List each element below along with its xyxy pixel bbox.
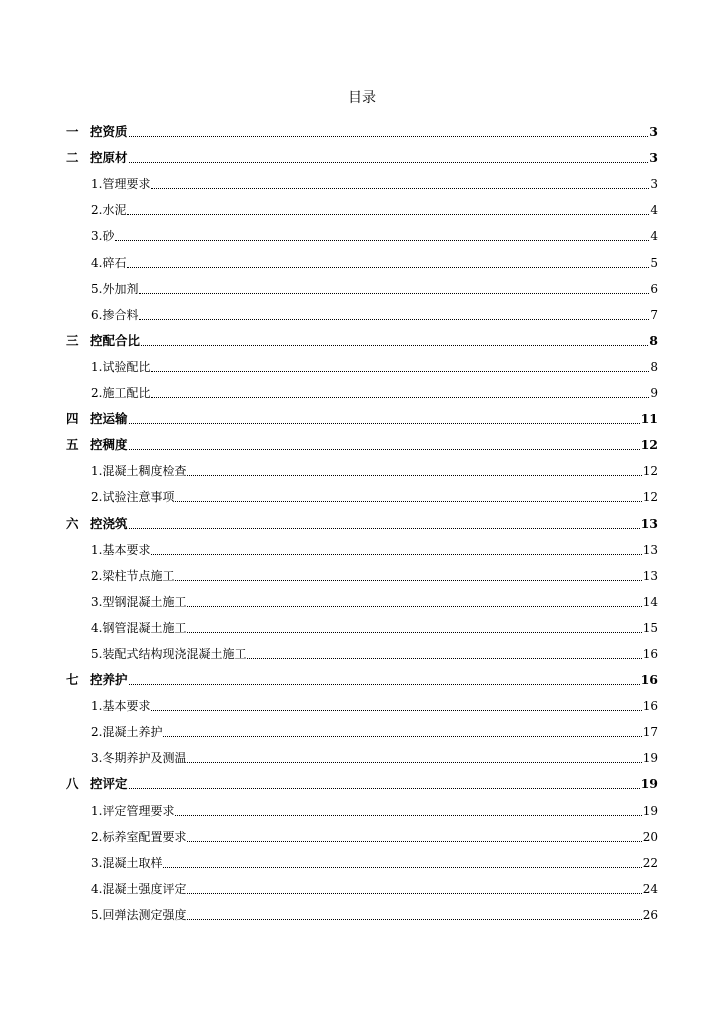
toc-section-entry[interactable] <box>66 897 658 923</box>
toc-entry-number: 1. <box>91 699 103 714</box>
toc-page-number: 16 <box>640 672 658 688</box>
toc-dot-leader <box>187 841 641 842</box>
toc-page-number: 19 <box>640 776 658 792</box>
toc-entry-number: 1. <box>91 177 103 192</box>
toc-chapter-entry[interactable] <box>66 662 658 688</box>
toc-entry-title: 掺合料 <box>102 307 139 322</box>
toc-entry-title: 碎石 <box>102 255 127 270</box>
toc-section-entry[interactable] <box>66 532 658 558</box>
toc-entry-number: 4. <box>91 881 103 896</box>
toc-page-number: 7 <box>650 307 658 322</box>
toc-entry-title: 试验注意事项 <box>102 490 175 505</box>
toc-entry-title: 基本要求 <box>102 542 151 557</box>
toc-entry-number: 1. <box>91 359 103 374</box>
toc-dot-leader <box>175 580 641 581</box>
toc-entry-number: 2. <box>91 568 103 583</box>
toc-entry-title: 混凝土取样 <box>102 855 163 870</box>
toc-entry-title: 梁柱节点施工 <box>102 568 175 583</box>
toc-page-number: 12 <box>642 490 658 505</box>
toc-entry-number: 3. <box>91 229 103 244</box>
toc-dot-leader <box>187 632 641 633</box>
toc-entry-title: 回弹法测定强度 <box>102 907 187 922</box>
toc-entry-number: 2. <box>91 490 103 505</box>
toc-page-number: 8 <box>650 359 658 374</box>
toc-page-number: 5 <box>650 255 658 270</box>
toc-entry-title: 混凝土稠度检查 <box>102 464 187 479</box>
toc-section-entry[interactable] <box>66 740 658 766</box>
toc-entry-title: 控评定 <box>90 776 128 792</box>
toc-entry-number: 二 <box>66 150 79 166</box>
toc-dot-leader <box>187 893 641 894</box>
toc-dot-leader <box>187 475 641 476</box>
toc-entry-title: 控原材 <box>90 150 128 166</box>
toc-dot-leader <box>129 684 640 685</box>
toc-dot-leader <box>175 815 641 816</box>
toc-entry-title: 控稠度 <box>90 437 128 453</box>
toc-entry-title: 控浇筑 <box>90 515 128 531</box>
toc-section-entry[interactable] <box>66 375 658 401</box>
toc-dot-leader <box>141 345 648 346</box>
toc-section-entry[interactable] <box>66 192 658 218</box>
toc-entry-number: 四 <box>66 411 79 427</box>
toc-chapter-entry[interactable] <box>66 140 658 166</box>
toc-entry-number: 5. <box>91 281 103 296</box>
toc-entry-number: 5. <box>91 646 103 661</box>
toc-page-number: 17 <box>642 725 658 740</box>
toc-section-entry[interactable] <box>66 845 658 871</box>
toc-dot-leader <box>151 710 641 711</box>
toc-entry-number: 2. <box>91 386 103 401</box>
toc-entry-number: 3. <box>91 594 103 609</box>
toc-dot-leader <box>129 788 640 789</box>
toc-page-number: 26 <box>642 907 658 922</box>
toc-entry-title: 型钢混凝土施工 <box>102 594 187 609</box>
toc-page-number: 8 <box>649 332 658 348</box>
toc-page-number: 13 <box>642 542 658 557</box>
toc-entry-number: 七 <box>66 672 79 688</box>
toc-entry-number: 1. <box>91 542 103 557</box>
toc-section-entry[interactable] <box>66 792 658 818</box>
toc-title: 目录 <box>348 90 376 106</box>
toc-entry-title: 装配式结构现浇混凝土施工 <box>102 646 247 661</box>
toc-entry-title: 砂 <box>102 229 115 244</box>
toc-section-entry[interactable] <box>66 218 658 244</box>
toc-section-entry[interactable] <box>66 819 658 845</box>
toc-entry-title: 控运输 <box>90 411 128 427</box>
toc-dot-leader <box>129 136 649 137</box>
toc-page-number: 9 <box>650 386 658 401</box>
toc-section-entry[interactable] <box>66 297 658 323</box>
toc-entry-title: 基本要求 <box>102 699 151 714</box>
toc-entry-number: 4. <box>91 255 103 270</box>
toc-dot-leader <box>247 658 641 659</box>
toc-dot-leader <box>163 736 641 737</box>
toc-chapter-entry[interactable] <box>66 766 658 792</box>
toc-dot-leader <box>129 528 640 529</box>
toc-entry-number: 5. <box>91 907 103 922</box>
toc-section-entry[interactable] <box>66 558 658 584</box>
toc-dot-leader <box>127 267 649 268</box>
toc-page-number: 24 <box>642 881 658 896</box>
toc-entry-number: 3. <box>91 751 103 766</box>
toc-entry-number: 2. <box>91 725 103 740</box>
toc-chapter-entry[interactable] <box>66 427 658 453</box>
toc-list <box>66 114 658 923</box>
toc-entry-number: 1. <box>91 464 103 479</box>
toc-entry-number: 三 <box>66 332 79 348</box>
toc-entry-title: 标养室配置要求 <box>102 829 187 844</box>
toc-entry-number: 4. <box>91 620 103 635</box>
toc-dot-leader <box>151 371 649 372</box>
toc-entry-number: 6. <box>91 307 103 322</box>
toc-chapter-entry[interactable] <box>66 323 658 349</box>
toc-entry-title: 试验配比 <box>102 359 151 374</box>
toc-page-number: 19 <box>642 803 658 818</box>
toc-section-entry[interactable] <box>66 271 658 297</box>
toc-page-number: 12 <box>642 464 658 479</box>
toc-entry-title: 控养护 <box>90 672 128 688</box>
toc-dot-leader <box>187 762 641 763</box>
toc-section-entry[interactable] <box>66 714 658 740</box>
toc-entry-title: 钢管混凝土施工 <box>102 620 187 635</box>
toc-entry-title: 控资质 <box>90 124 128 140</box>
toc-page-number: 3 <box>650 177 658 192</box>
toc-dot-leader <box>115 240 649 241</box>
toc-entry-number: 3. <box>91 855 103 870</box>
toc-section-entry[interactable] <box>66 349 658 375</box>
toc-page-number: 12 <box>640 437 658 453</box>
toc-section-entry[interactable] <box>66 453 658 479</box>
toc-page-number: 16 <box>642 699 658 714</box>
toc-entry-number: 1. <box>91 803 103 818</box>
toc-entry-title: 混凝土强度评定 <box>102 881 187 896</box>
toc-page-number: 15 <box>642 620 658 635</box>
toc-section-entry[interactable] <box>66 584 658 610</box>
toc-page-number: 20 <box>642 829 658 844</box>
toc-chapter-entry[interactable] <box>66 401 658 427</box>
toc-entry-title: 冬期养护及测温 <box>102 751 187 766</box>
toc-entry-title: 管理要求 <box>102 177 151 192</box>
toc-section-entry[interactable] <box>66 610 658 636</box>
toc-entry-title: 评定管理要求 <box>102 803 175 818</box>
toc-page-number: 11 <box>640 411 658 427</box>
toc-chapter-entry[interactable] <box>66 114 658 140</box>
toc-page-number: 22 <box>642 855 658 870</box>
toc-entry-number: 五 <box>66 437 79 453</box>
toc-page-number: 3 <box>649 124 658 140</box>
toc-entry-number: 八 <box>66 776 79 792</box>
toc-entry-number: 六 <box>66 515 79 531</box>
toc-entry-title: 水泥 <box>102 203 127 218</box>
toc-dot-leader <box>175 501 641 502</box>
toc-page-number: 14 <box>642 594 658 609</box>
toc-dot-leader <box>129 423 640 424</box>
toc-page-number: 19 <box>642 751 658 766</box>
toc-section-entry[interactable] <box>66 688 658 714</box>
toc-section-entry[interactable] <box>66 871 658 897</box>
toc-dot-leader <box>129 449 640 450</box>
toc-entry-title: 混凝土养护 <box>102 725 163 740</box>
toc-entry-title: 施工配比 <box>102 386 151 401</box>
toc-dot-leader <box>151 397 649 398</box>
toc-section-entry[interactable] <box>66 636 658 662</box>
toc-page-number: 6 <box>650 281 658 296</box>
toc-entry-title: 外加剂 <box>102 281 139 296</box>
toc-dot-leader <box>127 214 649 215</box>
toc-dot-leader <box>151 554 641 555</box>
toc-section-entry[interactable] <box>66 244 658 270</box>
toc-entry-number: 一 <box>66 124 79 140</box>
toc-dot-leader <box>151 188 649 189</box>
toc-page-number: 3 <box>649 150 658 166</box>
toc-entry-title: 控配合比 <box>90 332 141 348</box>
toc-page-number: 13 <box>640 515 658 531</box>
toc-page-number: 4 <box>650 203 658 218</box>
toc-dot-leader <box>187 606 641 607</box>
toc-page-number: 13 <box>642 568 658 583</box>
toc-dot-leader <box>163 867 641 868</box>
toc-page-number: 4 <box>650 229 658 244</box>
toc-dot-leader <box>139 319 649 320</box>
toc-dot-leader <box>129 162 649 163</box>
toc-entry-number: 2. <box>91 203 103 218</box>
toc-chapter-entry[interactable] <box>66 505 658 531</box>
toc-dot-leader <box>139 293 649 294</box>
toc-page-number: 16 <box>642 646 658 661</box>
toc-section-entry[interactable] <box>66 166 658 192</box>
toc-entry-number: 2. <box>91 829 103 844</box>
toc-dot-leader <box>187 919 641 920</box>
toc-section-entry[interactable] <box>66 479 658 505</box>
